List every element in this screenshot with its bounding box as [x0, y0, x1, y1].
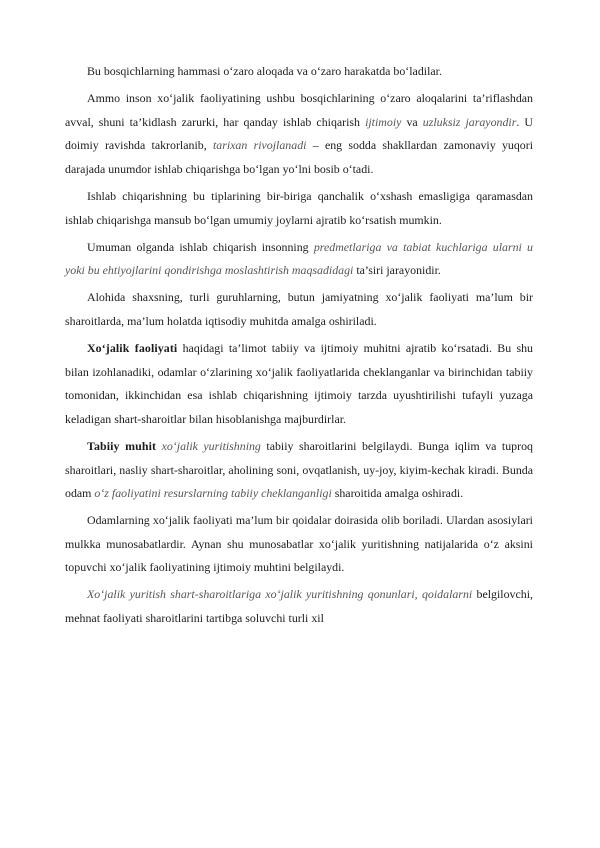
text-run: Alohida shaxsning, turli guruhlarning, butun jamiyatning xo‘jalik faoliyati ma’lum bir sharoitlarda, ma’lum holatda iqtisodiy muhitda amalga oshiriladi. — [65, 290, 533, 328]
text-run: sharoitida amalga oshiradi. — [331, 486, 464, 501]
italic-term: o‘z faoliyatini resurslarning tabiiy cheklanganligi — [94, 486, 332, 501]
paragraph-8 — [65, 509, 533, 580]
italic-term: Xo‘jalik yuritish shart-sharoitlariga xo‘jalik yuritishning qonunlari, qoidalarni — [87, 587, 473, 602]
paragraph-4 — [65, 236, 533, 283]
paragraph-3 — [65, 185, 533, 232]
text-run: belgilovchi, mehnat faoliyati sharoitlarini tartibga soluvchi turli xil — [65, 587, 533, 626]
text-run: Umuman olganda ishlab chiqarish insonning — [87, 239, 314, 254]
text-run: Odamlarning xo‘jalik faoliyati ma’lum bir qoidalar doirasida olib boriladi. Ulardan asosiylari mulkka munosabatlardir. Aynan shu munosabatlar xo‘jalik yuritishning natijalarida o‘z aksini topuvchi xo‘jalik faoliyatining ijtimoiy muhtini belgilaydi. — [65, 513, 533, 575]
bold-term: Xo‘jalik faoliyati — [87, 341, 178, 356]
italic-term: predmetlariga va tabiat kuchlariga ularni u yoki bu ehtiyojlarini qondirishga moslashtirish maqsadidagi — [65, 239, 533, 278]
text-run: tabiiy sharoitlarini belgilaydi. Bunga iqlim va tuproq sharoitlari, nasliy shart-sharoitlar, aholining soni, ovqatlanish, uy-joy, kiyim-kechak kiradi. Bunda odam — [65, 438, 533, 501]
paragraph-6 — [65, 337, 533, 431]
text-run: . U doimiy ravishda takrorlanib, — [65, 114, 533, 153]
italic-term: ijtimoiy — [365, 114, 402, 129]
text-run: Ishlab chiqarishning bu tiplarining bir-biriga qanchalik o‘xshash emasligiga qaramasdan ishlab chiqarishga mansub bo‘lgan umumiy joylarni ajratib ko‘rsatish mumkin. — [65, 188, 533, 227]
italic-term: tarixan rivojlanadi — [212, 138, 307, 153]
document-page — [65, 60, 533, 634]
text-run: Bu bosqichlarning hammasi o‘zaro aloqada va o‘zaro harakatda bo‘ladilar. — [87, 64, 442, 78]
paragraph-2 — [65, 87, 533, 181]
text-run: Ammo inson xo‘jalik faoliyatining ushbu bosqichlarining o‘zaro aloqalarini ta’riflashdan avval, shuni ta’kidlash zarurki, har qanday ishlab chiqarish — [65, 91, 533, 129]
paragraph-5 — [65, 286, 533, 333]
text-run: ta’siri jarayonidir. — [353, 263, 441, 278]
text-run: haqidagi ta’limot tabiiy va ijtimoiy muhitni ajratib ko‘rsatadi. Bu shu bilan izohlanadiki, odamlar o‘zlarining xo‘jalik faoliyatlarida cheklanganlar va birinchidan tabiiy tomonidan, ikkinchidan esa ishlab chiqarishning ijtimoiy tarzda uyushtirilishi tufayli yuzaga keladigan shart-sharoitlar bilan hisoblanishga majburdirlar. — [65, 341, 533, 426]
paragraph-1 — [65, 60, 533, 84]
text-run: – eng sodda shakllardan zamonaviy yuqori darajada unumdor ishlab chiqarishga bo‘lgan yo‘lni bosib o‘tadi. — [65, 138, 534, 176]
text-run: va — [401, 114, 423, 129]
paragraph-7 — [65, 435, 533, 506]
paragraph-9 — [65, 583, 533, 630]
italic-term: uzluksiz jarayondir — [422, 114, 517, 129]
italic-term: xo‘jalik yuritishning — [161, 438, 261, 453]
bold-term: Tabiiy muhit — [87, 438, 157, 453]
